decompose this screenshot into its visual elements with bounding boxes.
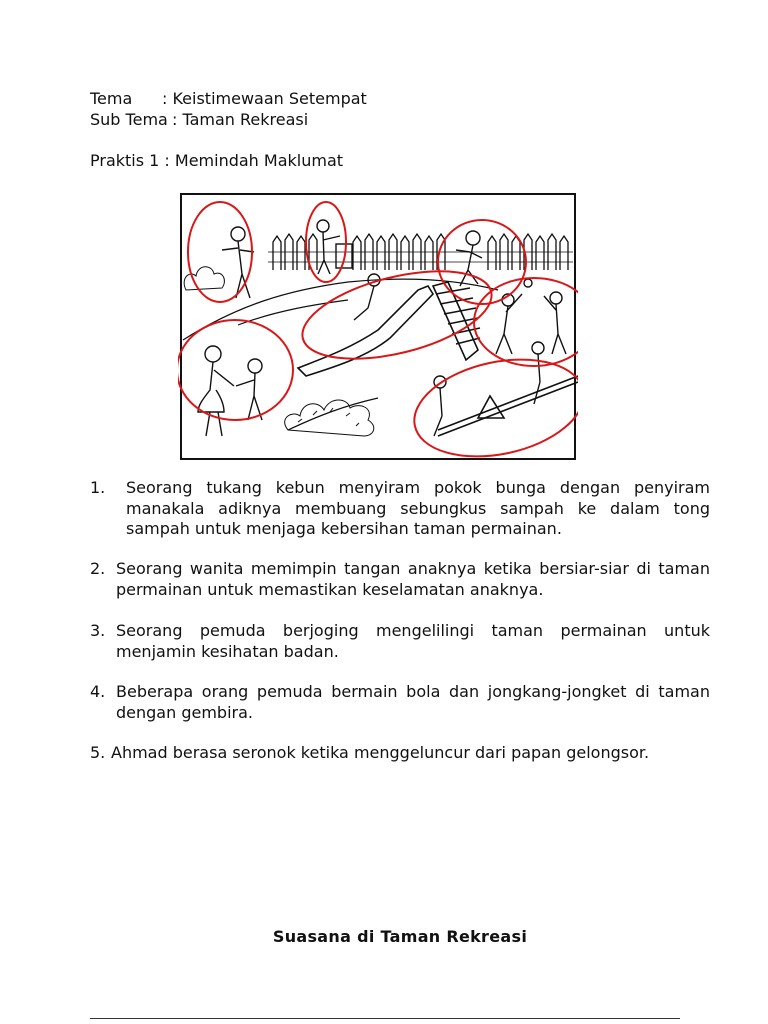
image-caption: Suasana di Taman Rekreasi [272, 927, 528, 946]
item-text: Ahmad berasa seronok ketika menggeluncur dari papan gelongsor. [111, 743, 650, 762]
item-number: 3. [90, 621, 106, 640]
item-text: Beberapa orang pemuda bermain bola dan jongkang-jongket di taman dengan gembira. [116, 682, 710, 722]
list-item [90, 743, 710, 764]
item-text: Seorang wanita memimpin tangan anaknya ketika bersiar-siar di taman permainan untuk memastikan keselamatan anaknya. [116, 559, 710, 599]
item-number: 1. [90, 478, 106, 497]
list-item [90, 478, 710, 540]
tema-value: : Keistimewaan Setempat [162, 89, 367, 108]
footer-divider [90, 1018, 680, 1019]
list-item [90, 621, 710, 662]
item-number: 4. [90, 682, 106, 701]
item-number: 2. [90, 559, 106, 578]
praktis-title: Praktis 1 : Memindah Maklumat [90, 151, 344, 170]
subtema-line [90, 110, 308, 130]
subtema-value: : Taman Rekreasi [172, 110, 309, 129]
list-item [90, 559, 710, 600]
item-text: Seorang tukang kebun menyiram pokok bunga dengan penyiram manakala adiknya membuang sebungkus sampah ke dalam tong sampah untuk menjaga kebersihan taman permainan. [126, 478, 710, 538]
tema-label: Tema [90, 89, 133, 108]
playground-illustration [178, 190, 578, 462]
item-text: Seorang pemuda berjoging mengelilingi taman permainan untuk menjamin kesihatan badan. [116, 621, 710, 661]
item-number: 5. [90, 743, 106, 762]
subtema-label: Sub Tema [90, 110, 168, 129]
list-item [90, 682, 710, 723]
tema-line [90, 89, 367, 109]
